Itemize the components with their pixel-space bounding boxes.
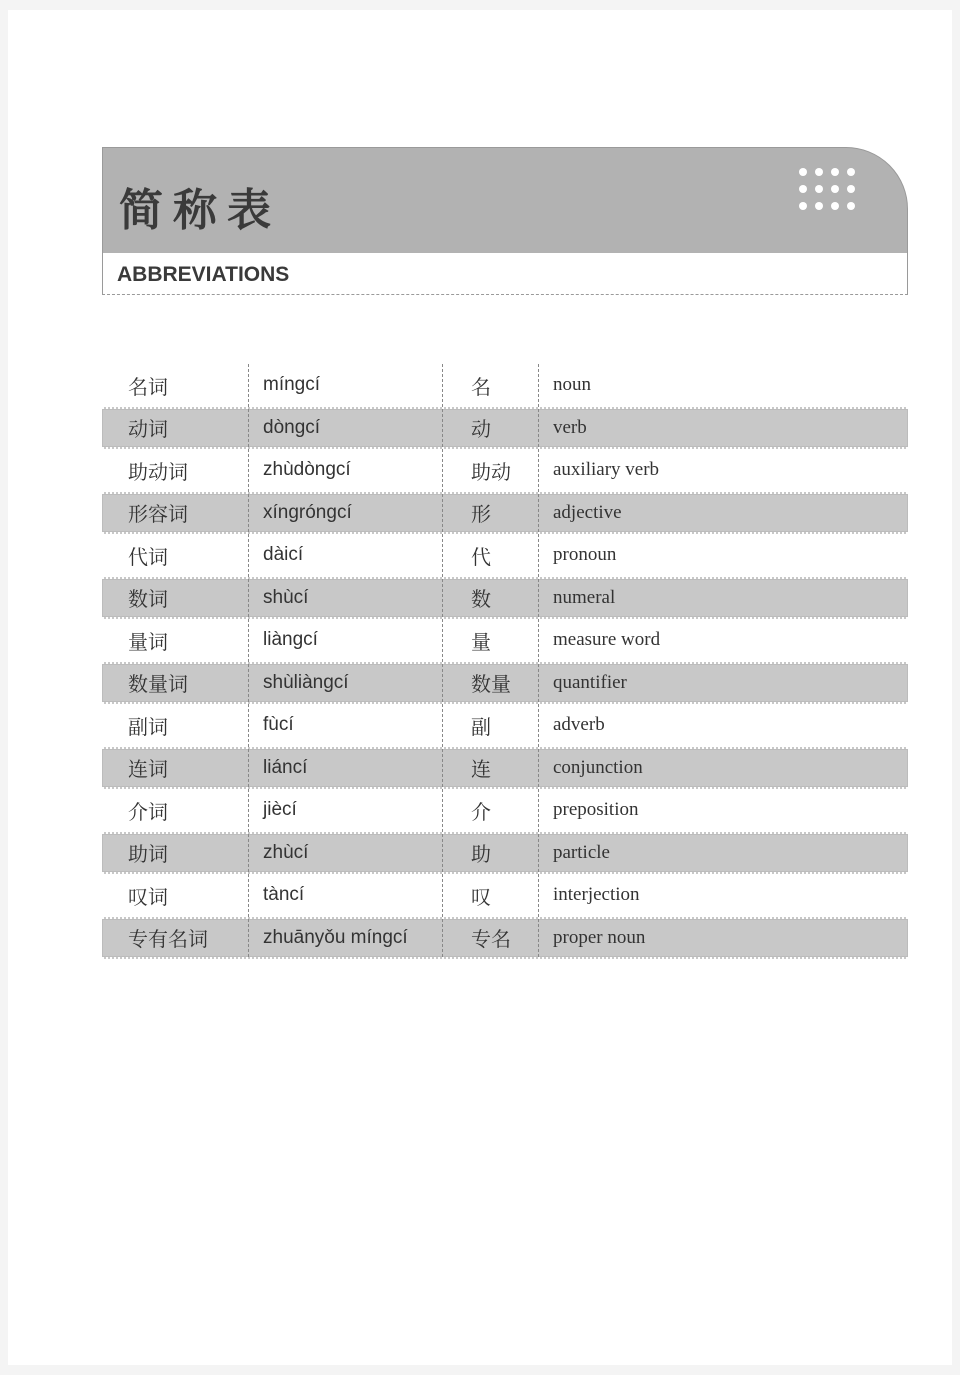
chinese-term-cell: 形容词 [128,502,188,527]
table-row [102,789,908,832]
pinyin-cell: shùcí [248,579,442,618]
table-row [102,619,908,662]
chinese-term-cell: 量词 [128,629,168,654]
abbreviation-cell: 动 [442,409,538,448]
chinese-term-cell: 名词 [128,374,168,399]
english-meaning-cell: numeral [538,579,908,618]
title-band [102,147,908,254]
chinese-term-cell: 连词 [128,757,168,782]
abbreviation-cell: 叹 [442,874,538,917]
abbreviations-table [102,364,908,959]
pinyin-cell: zhùcí [248,834,442,873]
abbreviation-cell: 副 [442,704,538,747]
table-row [102,492,908,535]
page-title: 简称表 [119,185,281,236]
abbreviation-cell: 助 [442,834,538,873]
chinese-term-cell: 数词 [128,587,168,612]
dot-grid-decoration-icon [799,168,859,214]
pinyin-cell: zhuānyǒu míngcí [248,919,442,958]
pinyin-cell: míngcí [248,364,442,407]
pinyin-cell: fùcí [248,704,442,747]
abbreviation-cell: 介 [442,789,538,832]
english-meaning-cell: auxiliary verb [538,449,908,492]
table-row [102,662,908,705]
abbreviation-cell: 名 [442,364,538,407]
english-meaning-cell: adverb [538,704,908,747]
abbreviation-cell: 形 [442,494,538,533]
english-meaning-cell: verb [538,409,908,448]
english-meaning-cell: interjection [538,874,908,917]
chinese-term-cell: 副词 [128,714,168,739]
table-row [102,364,908,407]
pinyin-cell: shùliàngcí [248,664,442,703]
chinese-term-cell: 专有名词 [128,927,208,952]
table-row [102,704,908,747]
english-meaning-cell: proper noun [538,919,908,958]
english-meaning-cell: particle [538,834,908,873]
chinese-term-cell: 助动词 [128,459,188,484]
chinese-term-cell: 介词 [128,799,168,824]
chinese-term-cell: 数量词 [128,672,188,697]
english-meaning-cell: preposition [538,789,908,832]
pinyin-cell: xíngróngcí [248,494,442,533]
pinyin-cell: dòngcí [248,409,442,448]
table-row [102,747,908,790]
table-row [102,577,908,620]
chinese-term-cell: 助词 [128,842,168,867]
table-row [102,917,908,960]
pinyin-cell: zhùdòngcí [248,449,442,492]
abbreviation-cell: 专名 [442,919,538,958]
table-row [102,874,908,917]
page-subtitle: ABBREVIATIONS [117,263,290,286]
abbreviation-cell: 数 [442,579,538,618]
page-header [102,147,908,295]
table-row [102,534,908,577]
pinyin-cell: tàncí [248,874,442,917]
english-meaning-cell: quantifier [538,664,908,703]
chinese-term-cell: 动词 [128,417,168,442]
pinyin-cell: dàicí [248,534,442,577]
english-meaning-cell: pronoun [538,534,908,577]
table-row [102,832,908,875]
english-meaning-cell: adjective [538,494,908,533]
pinyin-cell: liáncí [248,749,442,788]
pinyin-cell: liàngcí [248,619,442,662]
english-meaning-cell: conjunction [538,749,908,788]
table-row [102,407,908,450]
pinyin-cell: jiècí [248,789,442,832]
table-row [102,449,908,492]
chinese-term-cell: 代词 [128,544,168,569]
subtitle-band [102,253,908,295]
abbreviation-cell: 数量 [442,664,538,703]
english-meaning-cell: measure word [538,619,908,662]
abbreviation-cell: 代 [442,534,538,577]
chinese-term-cell: 叹词 [128,884,168,909]
abbreviation-cell: 助动 [442,449,538,492]
abbreviation-cell: 连 [442,749,538,788]
english-meaning-cell: noun [538,364,908,407]
abbreviation-cell: 量 [442,619,538,662]
